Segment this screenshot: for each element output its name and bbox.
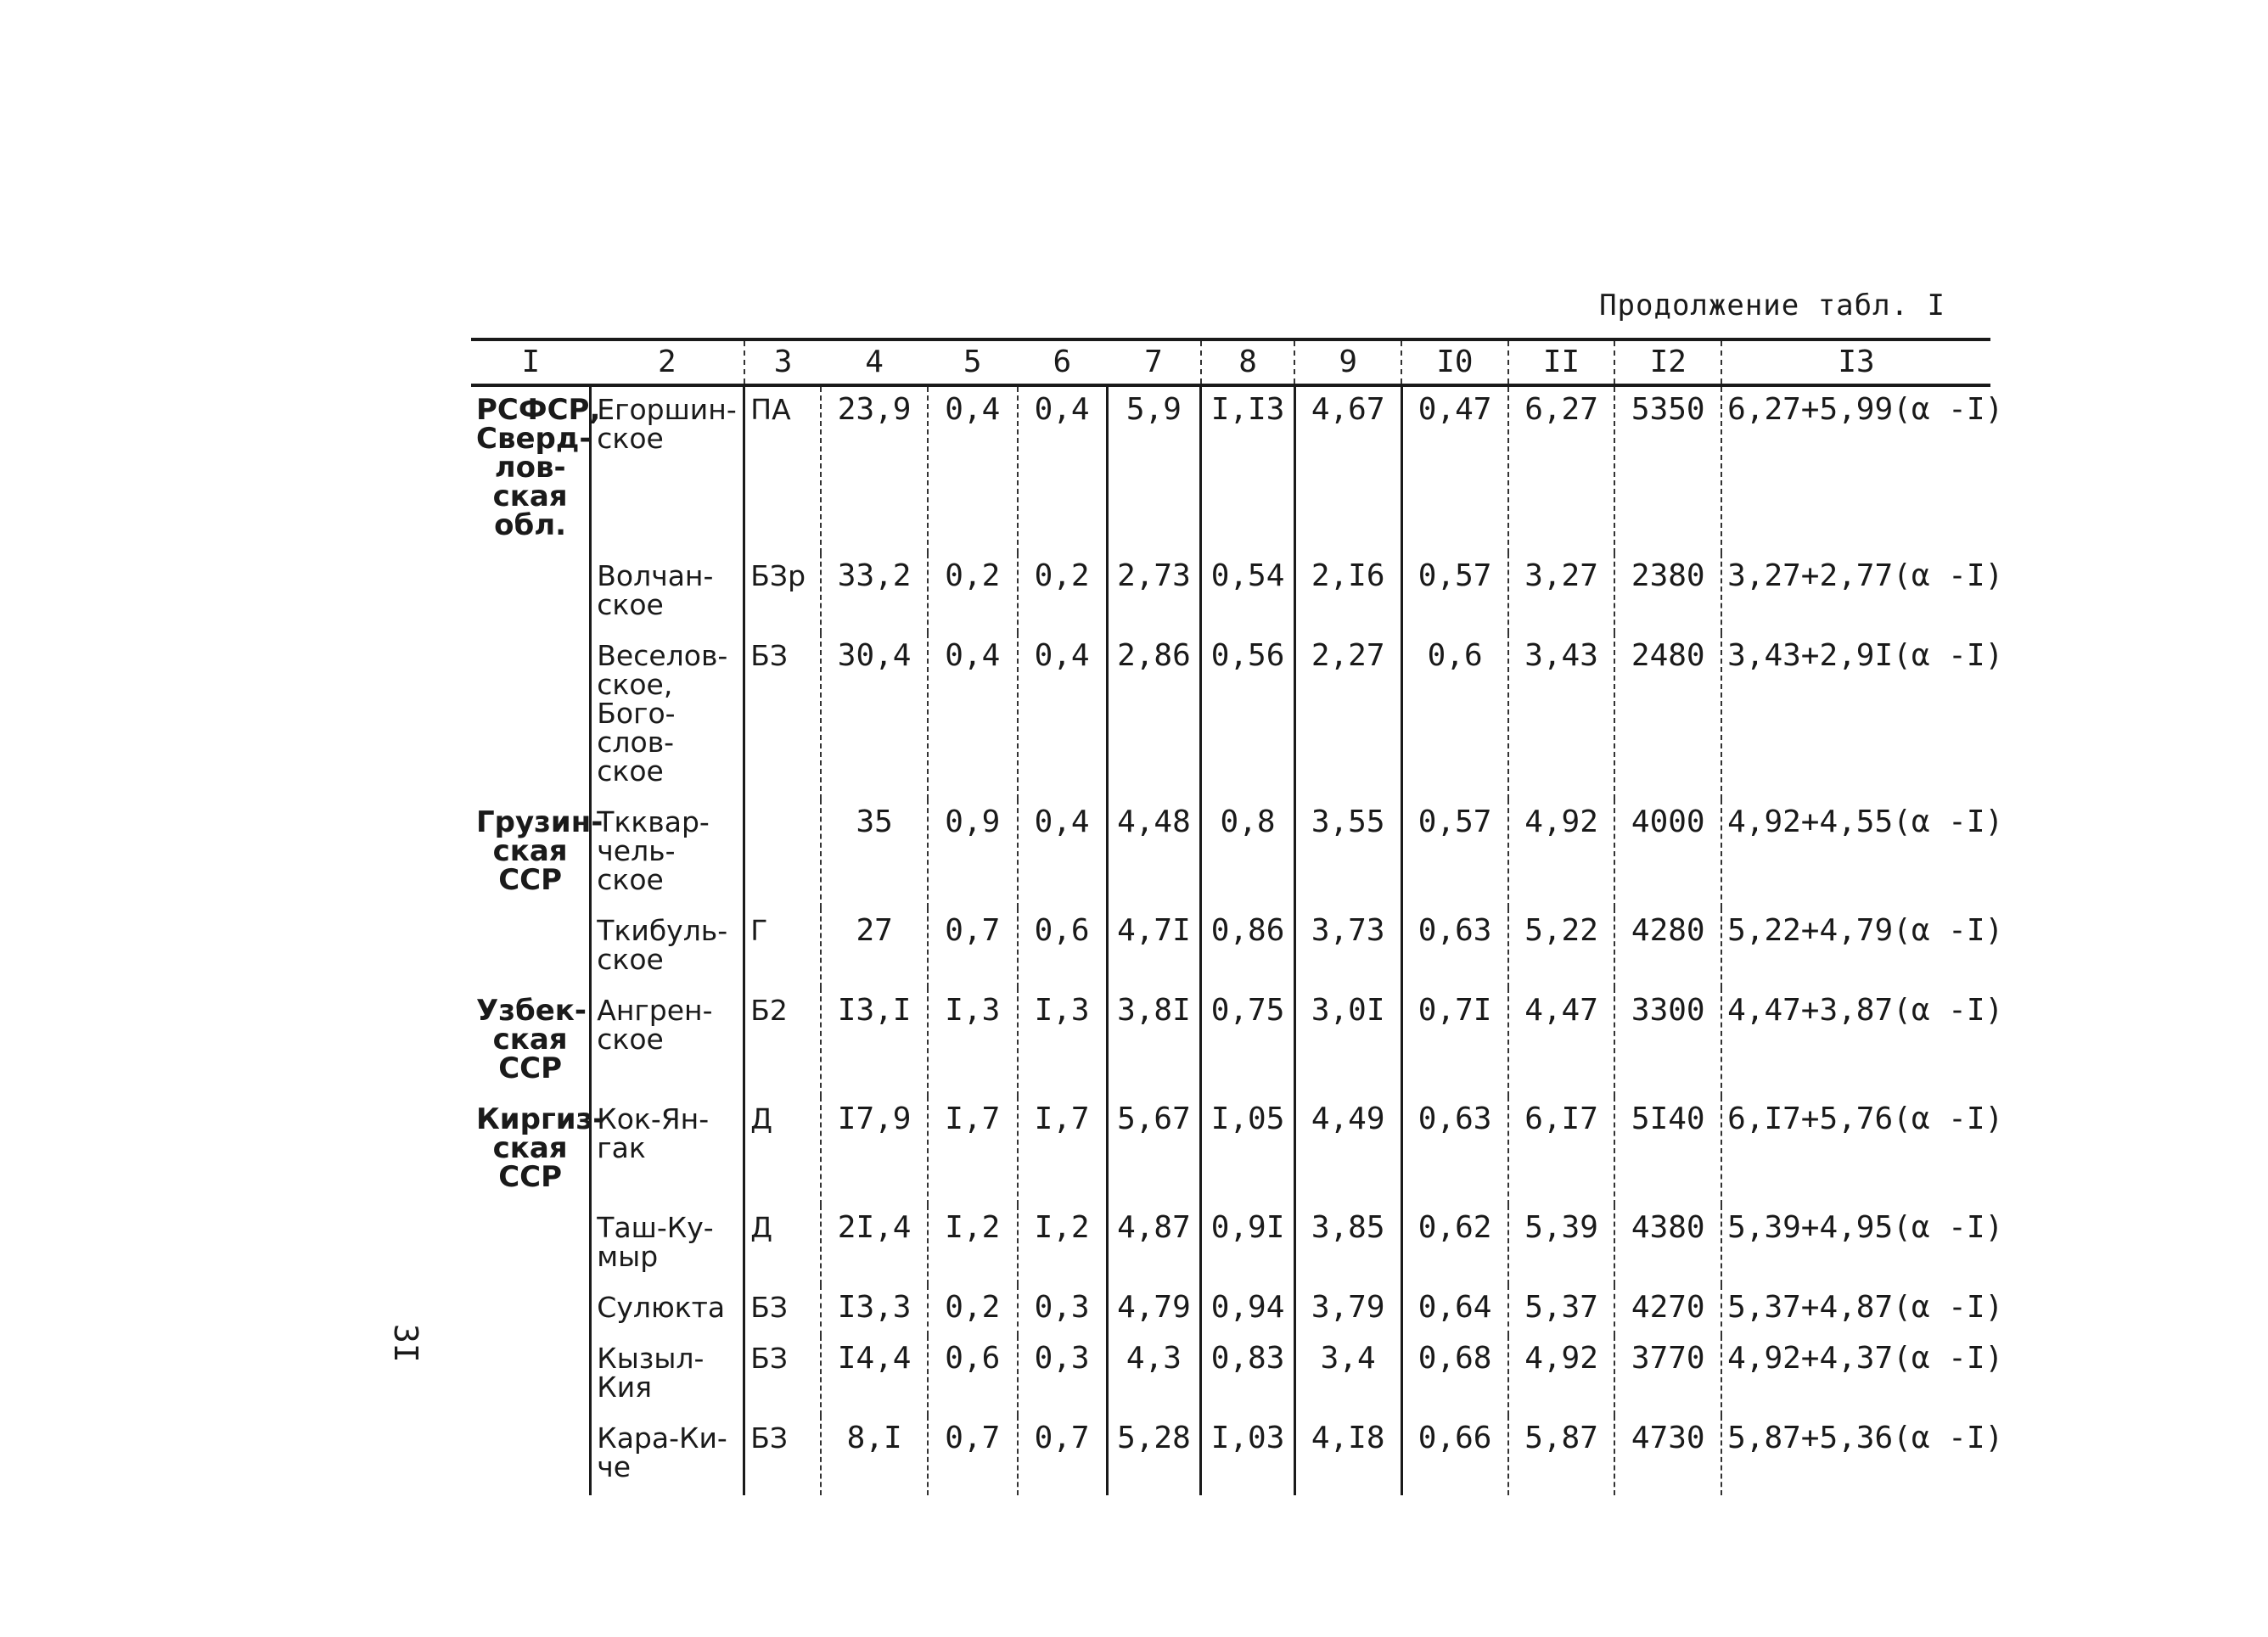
table-row	[471, 1416, 1990, 1495]
formula-cell: 3,27+2,77(α -I)	[1721, 553, 1990, 633]
value-cell: 5,39	[1508, 1205, 1615, 1285]
value-cell: 6,27	[1508, 385, 1615, 553]
coal-grade-cell: БЗ	[744, 633, 822, 799]
region-cell	[471, 1416, 591, 1495]
formula-cell: 6,27+5,99(α -I)	[1721, 385, 1990, 553]
value-cell: I,3	[928, 988, 1018, 1096]
value-cell: 0,6	[928, 1336, 1018, 1416]
value-cell: I,2	[928, 1205, 1018, 1285]
value-cell: I7,9	[821, 1096, 928, 1205]
value-cell: 0,57	[1401, 799, 1508, 908]
column-header: 6	[1018, 339, 1108, 385]
value-cell: I,2	[1018, 1205, 1108, 1285]
value-cell: 5,28	[1107, 1416, 1201, 1495]
coal-data-table	[471, 338, 2004, 1495]
column-header: I3	[1721, 339, 1990, 385]
value-cell: 0,63	[1401, 1096, 1508, 1205]
deposit-cell: Кара-Ки- че	[591, 1416, 744, 1495]
table-row	[471, 1096, 1990, 1205]
value-cell: 0,2	[928, 553, 1018, 633]
value-cell: 0,3	[1018, 1285, 1108, 1336]
value-cell: 0,7	[928, 1416, 1018, 1495]
value-cell: 0,4	[928, 633, 1018, 799]
formula-cell: 5,37+4,87(α -I)	[1721, 1285, 1990, 1336]
deposit-cell: Кызыл- Кия	[591, 1336, 744, 1416]
region-cell	[471, 633, 591, 799]
value-cell: I,I3	[1201, 385, 1295, 553]
value-cell: 35	[821, 799, 928, 908]
deposit-cell: Ткквар- чель- ское	[591, 799, 744, 908]
value-cell: 0,66	[1401, 1416, 1508, 1495]
value-cell: 5,37	[1508, 1285, 1615, 1336]
value-cell: 0,54	[1201, 553, 1295, 633]
coal-grade-cell: ПА	[744, 385, 822, 553]
value-cell: I,03	[1201, 1416, 1295, 1495]
region-cell	[471, 553, 591, 633]
value-cell: 0,83	[1201, 1336, 1295, 1416]
value-cell: 0,64	[1401, 1285, 1508, 1336]
value-cell: 4,49	[1294, 1096, 1401, 1205]
value-cell: 3770	[1614, 1336, 1721, 1416]
value-cell: 0,9I	[1201, 1205, 1295, 1285]
value-cell: 4000	[1614, 799, 1721, 908]
formula-cell: 5,39+4,95(α -I)	[1721, 1205, 1990, 1285]
value-cell: I4,4	[821, 1336, 928, 1416]
value-cell: 4,92	[1508, 799, 1615, 908]
value-cell: 6,I7	[1508, 1096, 1615, 1205]
coal-grade-cell: Г	[744, 908, 822, 988]
region-cell	[471, 1285, 591, 1336]
value-cell: 4730	[1614, 1416, 1721, 1495]
coal-grade-cell: Б2	[744, 988, 822, 1096]
column-header: I	[471, 339, 591, 385]
region-cell	[471, 908, 591, 988]
value-cell: 2,86	[1107, 633, 1201, 799]
value-cell: 3,55	[1294, 799, 1401, 908]
deposit-cell: Таш-Ку- мыр	[591, 1205, 744, 1285]
deposit-cell: Егоршин- ское	[591, 385, 744, 553]
column-header: I2	[1614, 339, 1721, 385]
value-cell: I,7	[928, 1096, 1018, 1205]
value-cell: 0,47	[1401, 385, 1508, 553]
value-cell: 0,4	[1018, 633, 1108, 799]
value-cell: 5I40	[1614, 1096, 1721, 1205]
value-cell: 0,86	[1201, 908, 1295, 988]
value-cell: 5,87	[1508, 1416, 1615, 1495]
deposit-cell: Волчан- ское	[591, 553, 744, 633]
coal-grade-cell: БЗ	[744, 1285, 822, 1336]
formula-cell: 4,92+4,55(α -I)	[1721, 799, 1990, 908]
column-header: 3	[744, 339, 822, 385]
coal-grade-cell	[744, 799, 822, 908]
value-cell: 0,6	[1401, 633, 1508, 799]
value-cell: 8,I	[821, 1416, 928, 1495]
value-cell: 2380	[1614, 553, 1721, 633]
formula-cell: 4,92+4,37(α -I)	[1721, 1336, 1990, 1416]
value-cell: 4,47	[1508, 988, 1615, 1096]
value-cell: 3,8I	[1107, 988, 1201, 1096]
coal-grade-cell: БЗ	[744, 1336, 822, 1416]
value-cell: 0,56	[1201, 633, 1295, 799]
value-cell: 4,79	[1107, 1285, 1201, 1336]
value-cell: 0,94	[1201, 1285, 1295, 1336]
column-header: 9	[1294, 339, 1401, 385]
value-cell: 3,43	[1508, 633, 1615, 799]
table-row	[471, 988, 1990, 1096]
table-row	[471, 385, 1990, 553]
table-row	[471, 553, 1990, 633]
value-cell: 0,75	[1201, 988, 1295, 1096]
value-cell: 0,7I	[1401, 988, 1508, 1096]
value-cell: 0,7	[928, 908, 1018, 988]
value-cell: 5,9	[1107, 385, 1201, 553]
value-cell: 3,0I	[1294, 988, 1401, 1096]
value-cell: 5,22	[1508, 908, 1615, 988]
deposit-cell: Ткибуль- ское	[591, 908, 744, 988]
value-cell: 0,4	[1018, 799, 1108, 908]
table-row	[471, 799, 1990, 908]
column-header: 5	[928, 339, 1018, 385]
table-body	[471, 385, 2004, 1495]
deposit-cell: Сулюкта	[591, 1285, 744, 1336]
value-cell: 0,9	[928, 799, 1018, 908]
formula-cell: 3,43+2,9I(α -I)	[1721, 633, 1990, 799]
value-cell: I3,I	[821, 988, 928, 1096]
value-cell: 0,62	[1401, 1205, 1508, 1285]
value-cell: 0,7	[1018, 1416, 1108, 1495]
value-cell: 27	[821, 908, 928, 988]
value-cell: 30,4	[821, 633, 928, 799]
value-cell: 4,92	[1508, 1336, 1615, 1416]
table-caption: Продолжение табл. I	[1599, 289, 1945, 322]
value-cell: 0,4	[928, 385, 1018, 553]
value-cell: 4280	[1614, 908, 1721, 988]
column-header: 4	[821, 339, 928, 385]
value-cell: 0,63	[1401, 908, 1508, 988]
value-cell: 2,73	[1107, 553, 1201, 633]
coal-grade-cell: Д	[744, 1205, 822, 1285]
region-cell	[471, 1336, 591, 1416]
value-cell: 0,2	[1018, 553, 1108, 633]
value-cell: 0,2	[928, 1285, 1018, 1336]
table-row	[471, 633, 1990, 799]
value-cell: 3,73	[1294, 908, 1401, 988]
value-cell: 2I,4	[821, 1205, 928, 1285]
value-cell: 4,3	[1107, 1336, 1201, 1416]
value-cell: 5,67	[1107, 1096, 1201, 1205]
value-cell: 23,9	[821, 385, 928, 553]
formula-cell: 4,47+3,87(α -I)	[1721, 988, 1990, 1096]
header-row	[471, 339, 1990, 385]
value-cell: 2,I6	[1294, 553, 1401, 633]
value-cell: 33,2	[821, 553, 928, 633]
value-cell: 3300	[1614, 988, 1721, 1096]
table-row	[471, 1285, 1990, 1336]
column-header: 7	[1107, 339, 1201, 385]
deposit-cell: Кок-Ян- гак	[591, 1096, 744, 1205]
formula-cell: 6,I7+5,76(α -I)	[1721, 1096, 1990, 1205]
region-cell	[471, 1205, 591, 1285]
formula-cell: 5,87+5,36(α -I)	[1721, 1416, 1990, 1495]
coal-grade-cell: БЗр	[744, 553, 822, 633]
value-cell: 4,7I	[1107, 908, 1201, 988]
value-cell: 3,27	[1508, 553, 1615, 633]
coal-grade-cell: Д	[744, 1096, 822, 1205]
value-cell: I,05	[1201, 1096, 1295, 1205]
value-cell: 4,87	[1107, 1205, 1201, 1285]
value-cell: 4,I8	[1294, 1416, 1401, 1495]
value-cell: 0,4	[1018, 385, 1108, 553]
coal-grade-cell: БЗ	[744, 1416, 822, 1495]
value-cell: 4,67	[1294, 385, 1401, 553]
value-cell: 2,27	[1294, 633, 1401, 799]
value-cell: 4270	[1614, 1285, 1721, 1336]
value-cell: 0,57	[1401, 553, 1508, 633]
value-cell: I3,3	[821, 1285, 928, 1336]
value-cell: I,7	[1018, 1096, 1108, 1205]
value-cell: 3,4	[1294, 1336, 1401, 1416]
value-cell: 3,85	[1294, 1205, 1401, 1285]
deposit-cell: Ангрен- ское	[591, 988, 744, 1096]
value-cell: 2480	[1614, 633, 1721, 799]
value-cell: 0,68	[1401, 1336, 1508, 1416]
table-row	[471, 1336, 1990, 1416]
column-header: 2	[591, 339, 744, 385]
region-cell: РСФСР, Сверд- лов- ская обл.	[476, 393, 601, 542]
table-row	[471, 908, 1990, 988]
column-header: II	[1508, 339, 1615, 385]
value-cell: 3,79	[1294, 1285, 1401, 1336]
value-cell: 5350	[1614, 385, 1721, 553]
value-cell: 0,8	[1201, 799, 1295, 908]
region-cell: Киргиз- ская ССР	[476, 1102, 605, 1194]
value-cell: 0,6	[1018, 908, 1108, 988]
page-number: 3I	[387, 1324, 424, 1363]
deposit-cell: Веселов- ское, Бого- слов- ское	[591, 633, 744, 799]
region-cell: Узбек- ская ССР	[476, 994, 587, 1085]
formula-cell: 5,22+4,79(α -I)	[1721, 908, 1990, 988]
value-cell: 4,48	[1107, 799, 1201, 908]
value-cell: 4380	[1614, 1205, 1721, 1285]
table-row	[471, 1205, 1990, 1285]
column-header: I0	[1401, 339, 1508, 385]
value-cell: I,3	[1018, 988, 1108, 1096]
region-cell: Грузин- ская ССР	[476, 805, 603, 897]
value-cell: 0,3	[1018, 1336, 1108, 1416]
column-header: 8	[1201, 339, 1295, 385]
